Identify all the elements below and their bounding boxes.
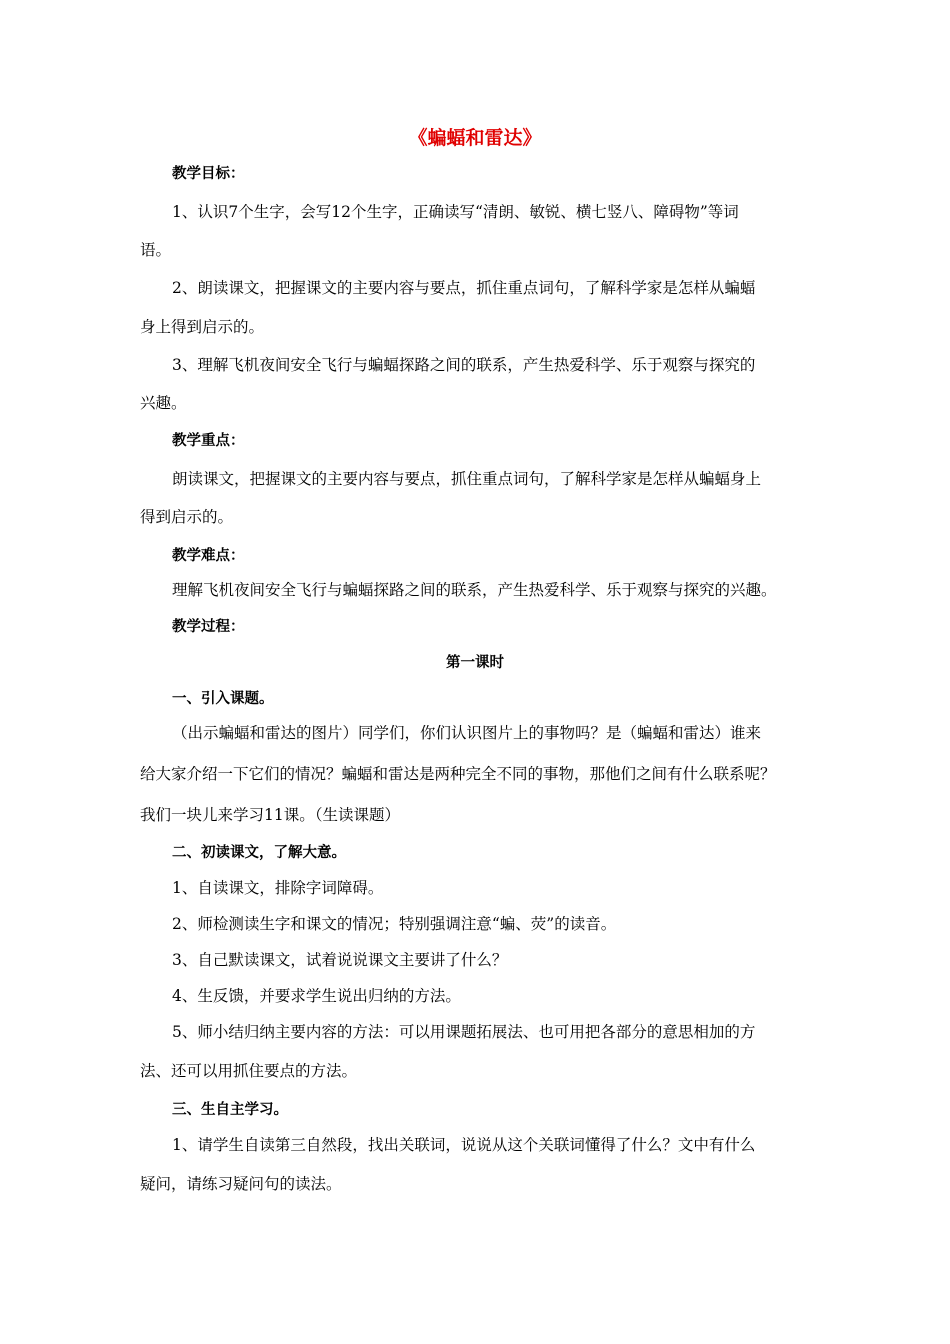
section-3-item-1-cont: 疑问，请练习疑问句的读法。 [140,1175,342,1193]
section-3-item-1: 1、请学生自读第三自然段，找出关联词，说说从这个关联词懂得了什么？文中有什么 [172,1136,756,1154]
section-2-item-5-cont: 法、还可以用抓住要点的方法。 [140,1062,358,1080]
goal-1-cont: 语。 [140,241,172,259]
section-3-heading: 三、生自主学习。 [172,1102,288,1118]
difficulties-text: 理解飞机夜间安全飞行与蝙蝠探路之间的联系，产生热爱科学、乐于观察与探究的兴趣。 [172,581,777,599]
heading-teaching-goals: 教学目标： [172,166,245,182]
section-2-item-3: 3、自己默读课文，试着说说课文主要讲了什么？ [172,951,508,969]
section-2-item-5: 5、师小结归纳主要内容的方法：可以用课题拓展法、也可用把各部分的意思相加的方 [172,1023,756,1041]
section-1-para-cont-2: 我们一块儿来学习11课。（生读课题） [140,806,400,824]
goal-3: 3、理解飞机夜间安全飞行与蝙蝠探路之间的联系，产生热爱科学、乐于观察与探究的 [172,356,756,374]
goal-3-cont: 兴趣。 [140,394,187,412]
heading-difficulties: 教学难点： [172,548,245,564]
section-1-heading: 一、引入课题。 [172,691,274,707]
lesson-heading: 第一课时 [446,655,504,671]
section-2-item-1: 1、自读课文，排除字词障碍。 [172,879,384,897]
key-points-text: 朗读课文，把握课文的主要内容与要点，抓住重点词句，了解科学家是怎样从蝙蝠身上 [172,470,762,488]
goal-2: 2、朗读课文，把握课文的主要内容与要点，抓住重点词句，了解科学家是怎样从蝙蝠 [172,279,756,297]
section-1-para-cont: 给大家介绍一下它们的情况？蝙蝠和雷达是两种完全不同的事物，那他们之间有什么联系呢？ [140,765,776,783]
heading-process: 教学过程： [172,619,245,635]
goal-1: 1、认识7个生字，会写12个生字，正确读写“清朗、敏锐、横七竖八、障碍物”等词 [172,203,739,221]
section-2-item-4: 4、生反馈，并要求学生说出归纳的方法。 [172,987,461,1005]
heading-key-points: 教学重点： [172,433,245,449]
key-points-text-cont: 得到启示的。 [140,508,234,526]
section-2-item-2: 2、师检测读生字和课文的情况；特别强调注意“蝙、荧”的读音。 [172,915,617,933]
document-title: 《蝙蝠和雷达》 [408,127,542,149]
section-1-para: （出示蝙蝠和雷达的图片）同学们，你们认识图片上的事物吗？是（蝙蝠和雷达）谁来 [172,724,762,742]
section-2-heading: 二、初读课文，了解大意。 [172,845,346,861]
goal-2-cont: 身上得到启示的。 [140,318,265,336]
